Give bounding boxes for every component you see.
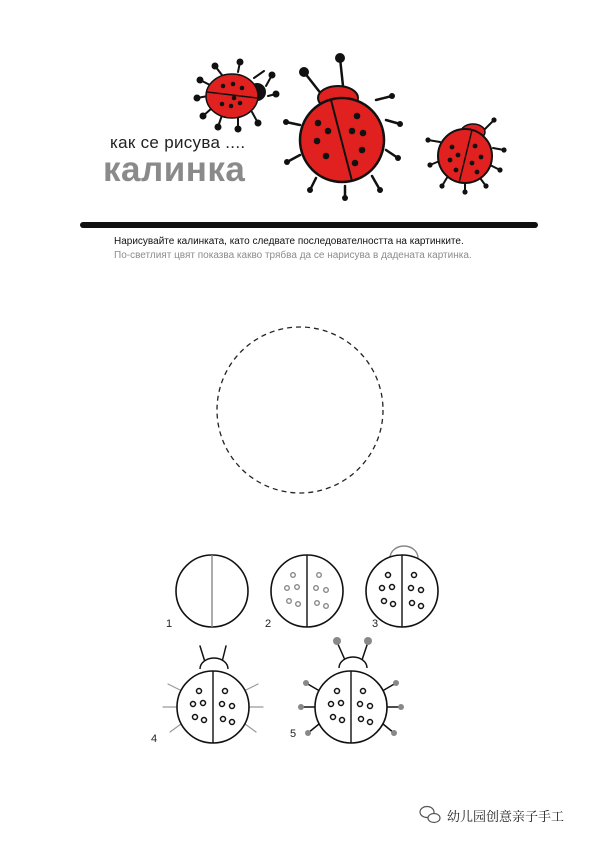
step-number-3: 3 <box>372 618 379 630</box>
step-4-drawing <box>163 646 263 743</box>
step-2-drawing <box>271 555 343 627</box>
step-number-4: 4 <box>151 733 158 745</box>
hint-line: По-светлият цвят показва какво трябва да се нарисува в дадената картинка. <box>114 250 472 261</box>
step-1-drawing <box>176 555 248 627</box>
step-number-2: 2 <box>265 618 272 630</box>
header-divider <box>80 222 538 228</box>
step-3-drawing <box>366 546 438 627</box>
page-subtitle: как се рисува .... <box>110 133 246 152</box>
instruction-line: Нарисувайте калинката, като следвате последователността на картинките. <box>114 236 464 247</box>
watermark-text: 幼儿园创意亲子手工 <box>447 809 565 824</box>
step-5-drawing <box>298 637 404 743</box>
ladybug-large-icon <box>283 53 403 201</box>
step-number-1: 1 <box>166 618 173 630</box>
drawing-area-dashed-circle[interactable] <box>217 327 383 493</box>
page-title: калинка <box>103 150 246 189</box>
step-number-5: 5 <box>290 728 297 740</box>
wechat-icon <box>420 807 440 823</box>
ladybug-medium-icon <box>425 117 506 194</box>
